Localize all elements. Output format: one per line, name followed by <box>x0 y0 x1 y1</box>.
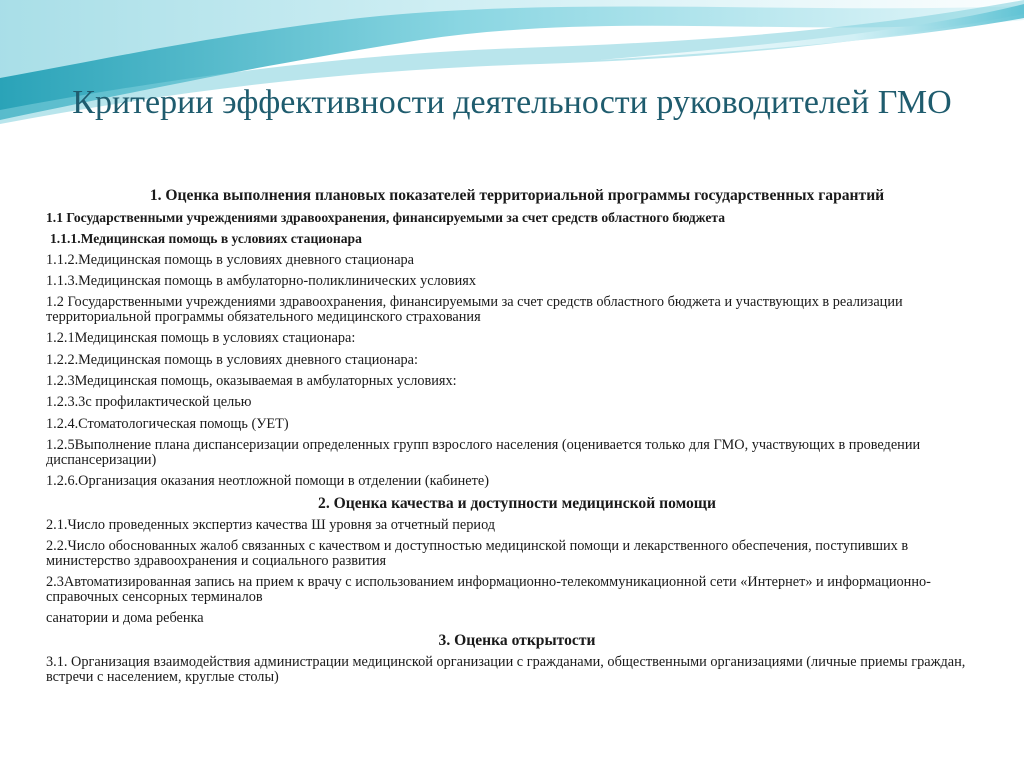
slide-body <box>46 185 988 691</box>
criteria-item: 1.2.3Медицинская помощь, оказываемая в амбулаторных условиях: <box>46 373 457 390</box>
criteria-item: 2.2.Число обоснованных жалоб связанных с качеством и доступностью медицинской помощи и лекарственного обеспечения, поступивших в министерство здравоохранения и социального развития <box>46 537 909 569</box>
criteria-item: 1.2.1Медицинская помощь в условиях стационара: <box>46 330 356 347</box>
criteria-item: 1.2.6.Организация оказания неотложной помощи в отделении (кабинете) <box>46 473 489 490</box>
criteria-item: 3.1. Организация взаимодействия администрации медицинской организации с гражданами, общественными организациями (личные приемы граждан, встречи с населением, круглые столы) <box>46 653 966 685</box>
section-heading: 2. Оценка качества и доступности медицинской помощи <box>318 494 716 512</box>
criteria-item: 1.1.1.Медицинская помощь в условиях стационара <box>50 231 362 247</box>
criteria-item: 1.2.5Выполнение плана диспансеризации определенных групп взрослого населения (оценивается только для ГМО, участвующих в проведении диспансеризации) <box>46 436 921 468</box>
header-wave-decoration <box>0 0 1024 150</box>
section-heading: 1. Оценка выполнения плановых показателей территориальной программы государственных гарантий <box>149 187 885 204</box>
criteria-item: 1.1.2.Медицинская помощь в условиях дневного стационара <box>46 251 415 268</box>
criteria-item: санатории и дома ребенка <box>46 610 204 627</box>
criteria-item: 1.1 Государственными учреждениями здравоохранения, финансируемыми за счет средств областного бюджета <box>46 210 726 225</box>
criteria-item: 2.3Автоматизированная запись на прием к врачу с использованием информационно-телекоммуникационной сети «Интернет» и информационно- справочных сенсорных терминалов <box>46 574 931 606</box>
criteria-item: 1.2.2.Медицинская помощь в условиях дневного стационара: <box>46 351 419 368</box>
criteria-item: 2.1.Число проведенных экспертиз качества Ш уровня за отчетный период <box>46 516 496 533</box>
criteria-item: 1.2.3.3с профилактической целью <box>46 394 252 411</box>
criteria-item: 1.1.3.Медицинская помощь в амбулаторно-поликлинических условиях <box>46 272 477 289</box>
section-heading: 3. Оценка открытости <box>438 631 596 649</box>
slide-title: Критерии эффективности деятельности руководителей ГМО <box>72 84 952 121</box>
criteria-item: 1.2 Государственными учреждениями здравоохранения, финансируемыми за счет средств областного бюджета и участвующих в реализации территориальной программы обязательного медицинского страхования <box>46 294 903 326</box>
criteria-item: 1.2.4.Стоматологическая помощь (УЕТ) <box>46 415 289 432</box>
